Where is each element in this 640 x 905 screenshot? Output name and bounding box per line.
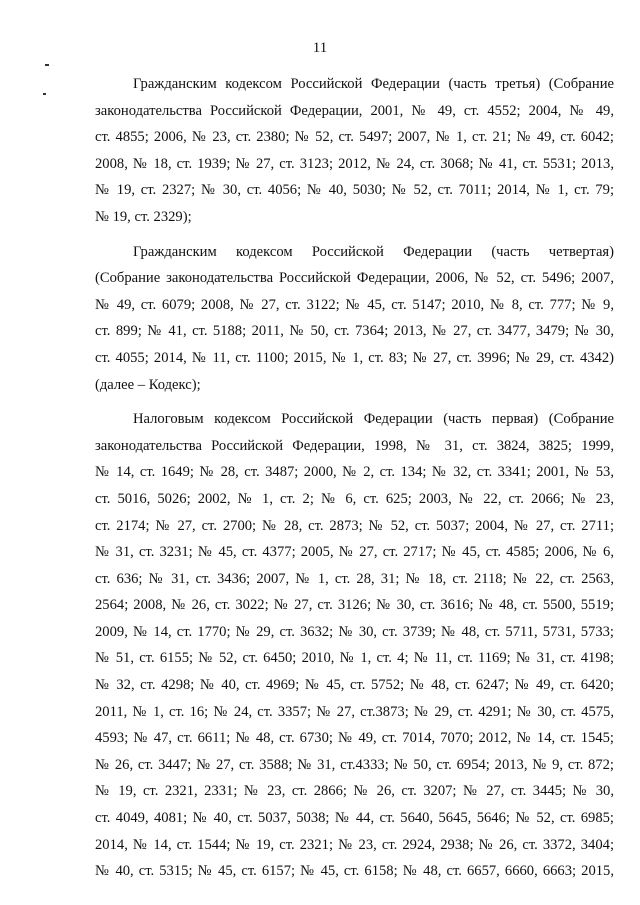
scan-speck	[43, 93, 46, 95]
text-line: законодательства Российской Федерации, 1998, № 31, ст. 3824, 3825; 1999,	[95, 437, 614, 454]
page-number: 11	[312, 40, 328, 56]
text-line: № 19, ст. 2321, 2331; № 23, ст. 2866; № 26, ст. 3207; № 27, ст. 3445; № 30,	[95, 783, 614, 800]
document-body	[95, 71, 614, 885]
text-line: № 49, ст. 6079; 2008, № 27, ст. 3122; № 45, ст. 5147; 2010, № 8, ст. 777; № 9,	[95, 296, 614, 313]
text-line: 2008, № 18, ст. 1939; № 27, ст. 3123; 2012, № 24, ст. 3068; № 41, ст. 5531; 2013,	[95, 155, 614, 172]
text-line: № 31, ст. 3231; № 45, ст. 4377; 2005, № 27, ст. 2717; № 45, ст. 4585; 2006, № 6,	[95, 544, 614, 561]
text-line: Гражданским кодексом Российской Федерации (часть четвертая)	[133, 243, 614, 260]
text-line: № 14, ст. 1649; № 28, ст. 3487; 2000, № 2, ст. 134; № 32, ст. 3341; 2001, № 53,	[95, 464, 614, 481]
text-line: № 40, ст. 5315; № 45, ст. 6157; № 45, ст. 6158; № 48, ст. 6657, 6660, 6663; 2015,	[95, 863, 614, 880]
text-line: № 19, ст. 2329);	[95, 208, 192, 225]
text-line: 2014, № 14, ст. 1544; № 19, ст. 2321; № 23, ст. 2924, 2938; № 26, ст. 3372, 3404;	[95, 836, 614, 853]
text-line: 2009, № 14, ст. 1770; № 29, ст. 3632; № 30, ст. 3739; № 48, ст. 5711, 5731, 5733;	[95, 623, 614, 640]
scan-speck	[45, 64, 49, 66]
text-line: Гражданским кодексом Российской Федерации (часть третья) (Собрание	[133, 76, 614, 92]
text-line: ст. 4049, 4081; № 40, ст. 5037, 5038; № 44, ст. 5640, 5645, 5646; № 52, ст. 6985;	[95, 810, 614, 827]
text-line: 2011, № 1, ст. 16; № 24, ст. 3357; № 27, ст.3873; № 29, ст. 4291; № 30, ст. 4575,	[95, 703, 614, 720]
text-line: № 19, ст. 2327; № 30, ст. 4056; № 40, 5030; № 52, ст. 7011; 2014, № 1, ст. 79;	[95, 182, 614, 199]
text-line: (далее – Кодекс);	[95, 376, 201, 393]
text-line: № 26, ст. 3447; № 27, ст. 3588; № 31, ст.4333; № 50, ст. 6954; 2013, № 9, ст. 872;	[95, 756, 614, 773]
paragraph-civil-code-part-four	[95, 239, 614, 399]
text-line: законодательства Российской Федерации, 2001, № 49, ст. 4552; 2004, № 49,	[95, 102, 614, 119]
text-line: (Собрание законодательства Российской Федерации, 2006, № 52, ст. 5496; 2007,	[95, 270, 614, 287]
text-line: ст. 2174; № 27, ст. 2700; № 28, ст. 2873; № 52, ст. 5037; 2004, № 27, ст. 2711;	[95, 517, 614, 534]
text-line: № 51, ст. 6155; № 52, ст. 6450; 2010, № 1, ст. 4; № 11, ст. 1169; № 31, ст. 4198;	[95, 650, 614, 667]
text-line: 4593; № 47, ст. 6611; № 48, ст. 6730; № 49, ст. 7014, 7070; 2012, № 14, ст. 1545;	[95, 730, 614, 747]
paragraph-tax-code-part-one	[95, 406, 614, 885]
text-line: № 32, ст. 4298; № 40, ст. 4969; № 45, ст. 5752; № 48, ст. 6247; № 49, ст. 6420;	[95, 677, 614, 694]
text-line: Налоговым кодексом Российской Федерации (часть первая) (Собрание	[133, 411, 614, 428]
text-line: ст. 636; № 31, ст. 3436; 2007, № 1, ст. 28, 31; № 18, ст. 2118; № 22, ст. 2563,	[95, 570, 614, 587]
paragraph-civil-code-part-three	[95, 71, 614, 231]
text-line: 2564; 2008, № 26, ст. 3022; № 27, ст. 3126; № 30, ст. 3616; № 48, ст. 5500, 5519;	[95, 597, 614, 614]
text-line: ст. 5016, 5026; 2002, № 1, ст. 2; № 6, ст. 625; 2003, № 22, ст. 2066; № 23,	[95, 490, 614, 507]
text-line: ст. 899; № 41, ст. 5188; 2011, № 50, ст. 7364; 2013, № 27, ст. 3477, 3479; № 30,	[95, 323, 614, 340]
text-line: ст. 4055; 2014, № 11, ст. 1100; 2015, № 1, ст. 83; № 27, ст. 3996; № 29, ст. 4342)	[95, 349, 614, 366]
text-line: ст. 4855; 2006, № 23, ст. 2380; № 52, ст. 5497; 2007, № 1, ст. 21; № 49, ст. 6042;	[95, 129, 614, 146]
